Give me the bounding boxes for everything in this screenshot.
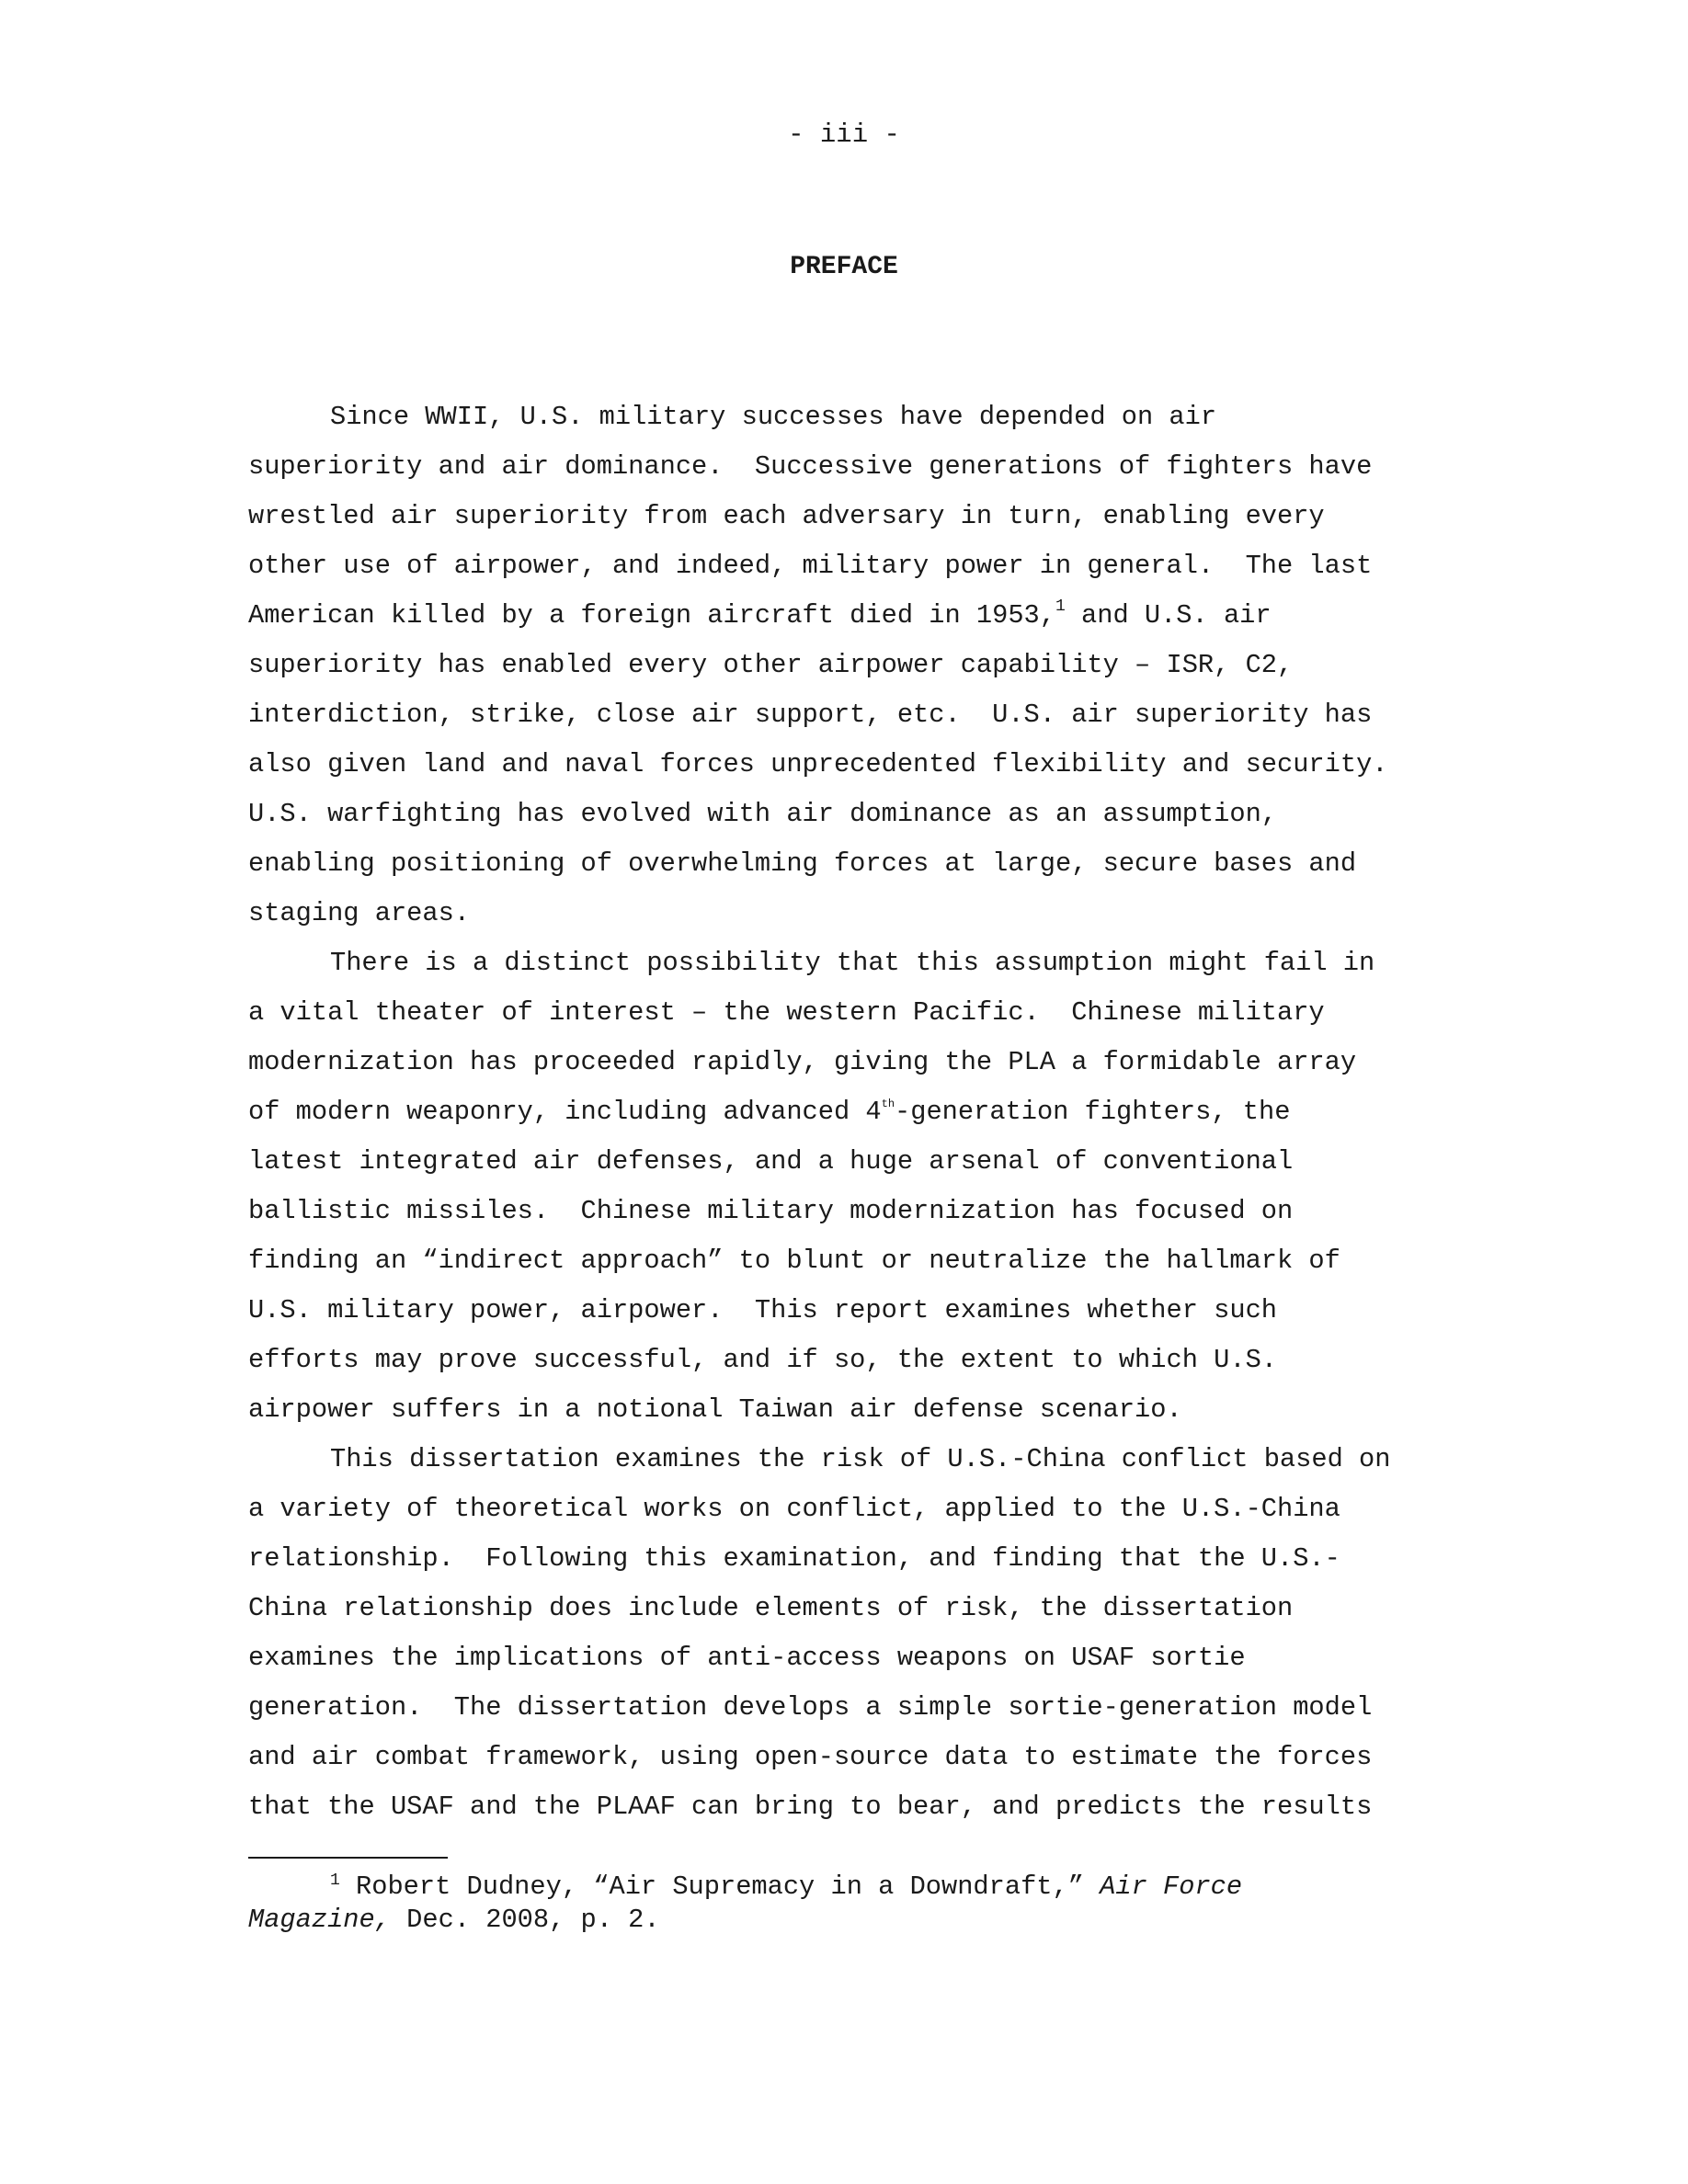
text-line: also given land and naval forces unprecedented flexibility and security. [248,749,1388,779]
text-line: that the USAF and the PLAAF can bring to bear, and predicts the results [248,1792,1373,1822]
text-line: other use of airpower, and indeed, military power in general. The last [248,551,1373,581]
footnote-text: Dec. 2008, p. 2. [390,1905,660,1935]
text-segment: -generation fighters, the [895,1097,1291,1127]
text-line: and air combat framework, using open-source data to estimate the forces [248,1742,1373,1772]
footnote-journal: Magazine, [248,1905,391,1935]
footnote-divider [248,1857,448,1859]
text-line: U.S. military power, airpower. This report examines whether such [248,1295,1277,1325]
body-text [248,392,1453,1832]
footnote-mark: 1 [330,1871,340,1890]
text-segment: and U.S. air [1065,600,1272,631]
text-line: ballistic missiles. Chinese military modernization has focused on [248,1196,1294,1226]
text-line [248,591,1453,641]
footnote-journal: Air Force [1100,1871,1243,1902]
text-line: a variety of theoretical works on conflict, applied to the U.S.-China [248,1494,1340,1524]
text-line: airpower suffers in a notional Taiwan air defense scenario. [248,1394,1182,1425]
superscript: th [881,1098,895,1111]
text-line: relationship. Following this examination, and finding that the U.S.- [248,1543,1340,1574]
text-line: superiority has enabled every other airpower capability – ISR, C2, [248,650,1294,680]
text-segment: of modern weaponry, including advanced 4 [248,1097,882,1127]
section-heading: PREFACE [790,253,898,281]
text-line: generation. The dissertation develops a simple sortie-generation model [248,1692,1373,1723]
text-line: modernization has proceeded rapidly, giving the PLA a formidable array [248,1047,1357,1077]
page-number: - iii - [788,119,900,150]
footnote-text: Robert Dudney, “Air Supremacy in a Downdraft,” [339,1871,1101,1902]
text-line: a vital theater of interest – the western Pacific. Chinese military [248,997,1325,1028]
text-line: efforts may prove successful, and if so, the extent to which U.S. [248,1345,1277,1375]
footnote-line [248,1904,1453,1937]
text-line: staging areas. [248,898,471,928]
text-line: examines the implications of anti-access weapons on USAF sortie [248,1643,1246,1673]
text-line: U.S. warfighting has evolved with air dominance as an assumption, [248,799,1277,829]
text-line: finding an “indirect approach” to blunt or neutralize the hallmark of [248,1246,1340,1276]
text-line: interdiction, strike, close air support, etc. U.S. air superiority has [248,700,1373,730]
text-line: latest integrated air defenses, and a huge arsenal of conventional [248,1146,1294,1177]
text-line: wrestled air superiority from each adversary in turn, enabling every [248,501,1325,531]
footnote-line [248,1871,1453,1904]
text-segment: American killed by a foreign aircraft died in 1953, [248,600,1055,631]
text-line [248,1087,1453,1137]
text-line: China relationship does include elements of risk, the dissertation [248,1593,1294,1623]
text-line: enabling positioning of overwhelming forces at large, secure bases and [248,848,1357,879]
text-line: Since WWII, U.S. military successes have depended on air [330,402,1217,432]
text-line: This dissertation examines the risk of U.S.-China conflict based on [330,1444,1391,1474]
footnote-reference: 1 [1055,597,1066,617]
footnote [248,1871,1453,1937]
text-line: superiority and air dominance. Successive generations of fighters have [248,451,1373,482]
text-line: There is a distinct possibility that this assumption might fail in [330,948,1375,978]
